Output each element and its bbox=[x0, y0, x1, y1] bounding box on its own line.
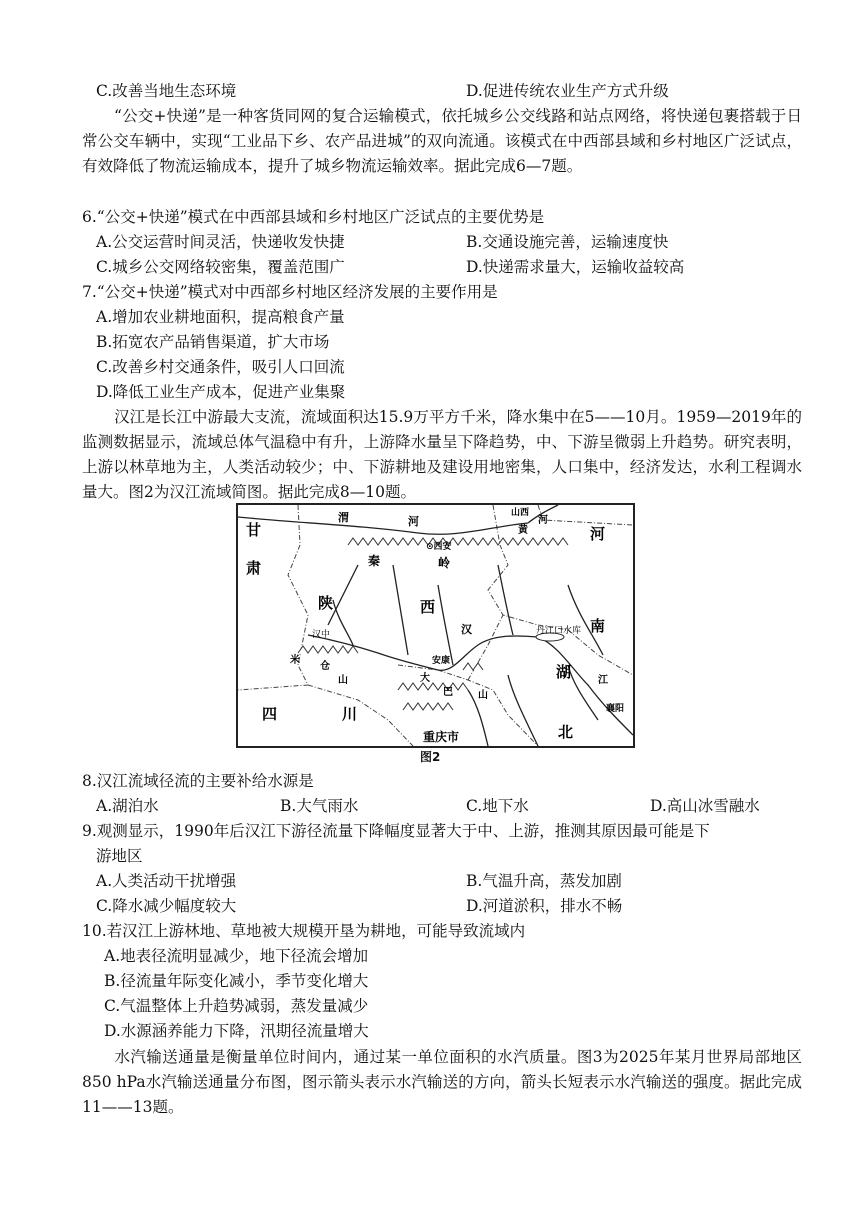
label-ankang: 安康 bbox=[432, 656, 451, 666]
q9-stem-line1: 9.观测显示，1990年后汉江下游径流量下降幅度显著大于中、上游，推测其原因最可能是下 bbox=[82, 822, 710, 840]
label-su: 肃 bbox=[246, 559, 262, 577]
label-xi: 西 bbox=[420, 598, 436, 616]
q7-option-c: C.改善乡村交通条件，吸引人口回流 bbox=[96, 358, 345, 376]
label-han: 汉 bbox=[461, 623, 472, 636]
q6-stem: 6.“公交+快递”模式在中西部县域和乡村地区广泛试点的主要优势是 bbox=[82, 208, 545, 226]
q9-stem-line2: 游地区 bbox=[96, 847, 143, 865]
label-shan3: 山 bbox=[478, 690, 488, 701]
q7-option-d: D.降低工业生产成本，促进产业集聚 bbox=[96, 383, 346, 401]
map-svg bbox=[238, 505, 633, 746]
q5-option-c: C.改善当地生态环境 bbox=[96, 82, 237, 100]
q9-option-c: C.降水减少幅度较大 bbox=[96, 897, 237, 915]
label-da: 大 bbox=[420, 673, 430, 684]
passage-water-vapor-text: 水汽输送通量是衡量单位时间内，通过某一单位面积的水汽质量。图3为2025年某月世界局部地区850 hPa水汽输送通量分布图，图示箭头表示水汽输送的方向，箭头长短表示水汽输送的强度。据此完成11——13题。 bbox=[82, 1048, 802, 1116]
label-shan2: 山 bbox=[338, 675, 348, 686]
label-qin: 秦 bbox=[368, 554, 381, 568]
q6-option-b: B.交通设施完善，运输速度快 bbox=[466, 233, 669, 251]
label-shan: 陕 bbox=[318, 594, 334, 612]
q9-option-a: A.人类活动干扰增强 bbox=[96, 872, 237, 890]
q8-option-c: C.地下水 bbox=[466, 797, 529, 815]
label-mi: 米 bbox=[290, 655, 300, 666]
label-wei: 渭 bbox=[338, 511, 349, 524]
passage-water-vapor bbox=[82, 1045, 802, 1120]
label-huang: 黄 bbox=[518, 525, 528, 536]
q10-option-d: D.水源涵养能力下降，汛期径流量增大 bbox=[104, 1022, 369, 1040]
q8-option-a: A.湖泊水 bbox=[96, 797, 159, 815]
label-xiangyang: 襄阳 bbox=[606, 704, 625, 714]
passage-hanjiang bbox=[82, 405, 802, 505]
passage-bus-express bbox=[82, 104, 802, 179]
map-caption: 图2 bbox=[420, 750, 441, 764]
label-he1: 河 bbox=[408, 515, 419, 528]
q6-option-d: D.快递需求量大，运输收益较高 bbox=[466, 258, 685, 276]
q8-option-b: B.大气雨水 bbox=[280, 797, 359, 815]
label-cang: 仓 bbox=[320, 661, 330, 672]
label-chongqing: 重庆市 bbox=[423, 730, 460, 744]
q5-option-d: D.促进传统农业生产方式升级 bbox=[466, 82, 669, 100]
label-he-nan-1: 河 bbox=[590, 525, 606, 543]
label-hanzhong: 汉中 bbox=[312, 630, 331, 640]
label-xian: ⊙西安 bbox=[426, 542, 452, 552]
q10-option-c: C.气温整体上升趋势减弱，蒸发量减少 bbox=[104, 997, 369, 1015]
passage-hanjiang-text: 汉江是长江中游最大支流，流域面积达15.9万平方千米，降水集中在5——10月。1959—2019年的监测数据显示，流域总体气温稳中有升，上游降水量呈下降趋势，中、下游呈微弱上升趋势。研究表明，上游以林草地为主，人类活动较少；中、下游耕地及建设用地密集，人口集中，经济发达，水利工程调水量大。图2为汉江流域简图。据此完成8—10题。 bbox=[82, 408, 802, 501]
q6-option-c: C.城乡公交网络较密集，覆盖范围广 bbox=[96, 258, 345, 276]
label-chuan: 川 bbox=[342, 705, 358, 723]
label-shanxi-small: 山西 bbox=[511, 508, 530, 518]
q8-stem: 8.汉江流域径流的主要补给水源是 bbox=[82, 772, 314, 790]
label-ba: 巴 bbox=[443, 687, 453, 698]
q6-option-a: A.公交运营时间灵活，快递收发快捷 bbox=[96, 233, 345, 251]
label-jiang: 江 bbox=[598, 675, 608, 686]
label-gan: 甘 bbox=[246, 521, 262, 539]
label-danjiangkou: 丹江口水库 bbox=[536, 626, 582, 636]
hanjiang-basin-map bbox=[236, 503, 635, 748]
passage-bus-express-text: “公交+快递”是一种客货同网的复合运输模式，依托城乡公交线路和站点网络，将快递包裹搭载于日常公交车辆中，实现“工业品下乡、农产品进城”的双向流通。该模式在中西部县域和乡村地区广泛试点，有效降低了物流运输成本，提升了城乡物流运输效率。据此完成6—7题。 bbox=[82, 107, 802, 175]
label-he2: 河 bbox=[538, 515, 548, 526]
q8-option-d: D.高山冰雪融水 bbox=[650, 797, 760, 815]
q10-option-a: A.地表径流明显减少，地下径流会增加 bbox=[104, 947, 369, 965]
q9-option-d: D.河道淤积，排水不畅 bbox=[466, 897, 623, 915]
q9-option-b: B.气温升高，蒸发加剧 bbox=[466, 872, 622, 890]
q10-option-b: B.径流量年际变化减小，季节变化增大 bbox=[104, 972, 369, 990]
label-bei: 北 bbox=[558, 723, 574, 741]
q10-stem: 10.若汉江上游林地、草地被大规模开垦为耕地，可能导致流域内 bbox=[82, 922, 526, 940]
label-he-nan-2: 南 bbox=[590, 617, 606, 635]
label-hu: 湖 bbox=[556, 663, 572, 681]
q7-option-a: A.增加农业耕地面积，提高粮食产量 bbox=[96, 308, 345, 326]
q7-stem: 7.“公交+快递”模式对中西部乡村地区经济发展的主要作用是 bbox=[82, 283, 498, 301]
label-ling: 岭 bbox=[438, 556, 451, 570]
q7-option-b: B.拓宽农产品销售渠道，扩大市场 bbox=[96, 333, 330, 351]
label-si: 四 bbox=[262, 705, 278, 723]
